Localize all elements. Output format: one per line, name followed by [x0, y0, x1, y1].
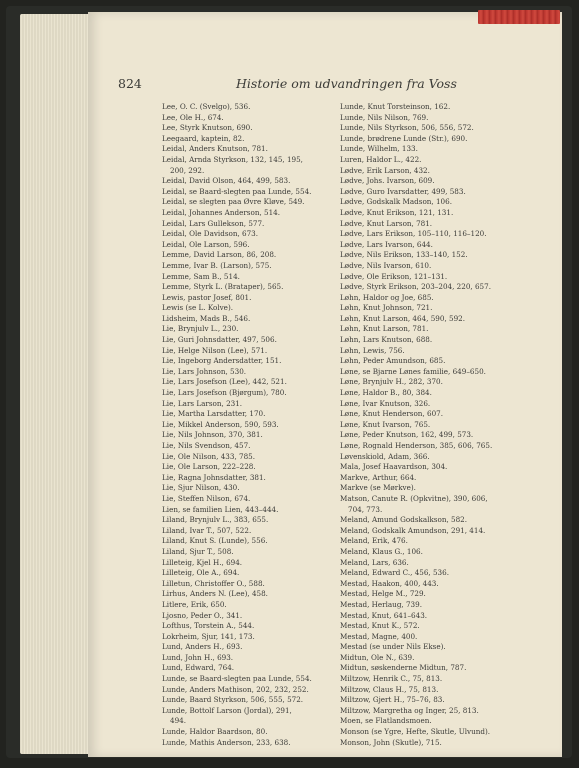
index-entry: Leidal, Ole Davidson, 673.: [162, 229, 259, 239]
index-entry: Mala, Josef Haavardson, 304.: [340, 462, 448, 472]
index-entry: Leidal, Ole Larson, 596.: [162, 239, 250, 249]
index-entry: Lunde, Nils Styrkson, 506, 556, 572.: [340, 123, 474, 133]
page-number: 824: [118, 76, 142, 91]
index-entry: Mestad, Magne, 400.: [340, 631, 418, 641]
index-entry: Meland, Lars, 636.: [340, 557, 409, 567]
index-entry: Lemme, David Larson, 86, 208.: [162, 250, 277, 260]
index-entry: Moen, se Flatlandsmoen.: [340, 716, 432, 726]
index-entry: Lilleteig, Ole A., 694.: [162, 568, 240, 578]
index-entry: Lie, Mikkel Anderson, 590, 593.: [162, 419, 279, 429]
index-entry: Leegaard, kaptein, 82.: [162, 133, 245, 143]
index-entry: Løne, Haldor B., 80, 384.: [340, 388, 432, 398]
index-entry: Leidal, se Baard-slegten paa Lunde, 554.: [162, 186, 312, 196]
index-entry: Litlere, Erik, 650.: [162, 599, 227, 609]
index-entry: Lewis, pastor Josef, 801.: [162, 292, 252, 302]
index-entry: Løhn, Lewis, 756.: [340, 345, 405, 355]
index-entry: Lunde, brødrene Lunde (Str.), 690.: [340, 133, 468, 143]
index-entry: Lødve, Nils Erikson, 133–140, 152.: [340, 250, 468, 260]
index-entry: Lødve, Lars Ivarson, 644.: [340, 239, 433, 249]
index-entry: Lunde, Mathis Anderson, 233, 638.: [162, 737, 291, 747]
index-entry: Liland, Brynjulv L., 383, 655.: [162, 515, 269, 525]
page-header: [118, 76, 538, 96]
index-entry: Lunde, Nils Nilson, 769.: [340, 112, 429, 122]
index-entry: Lunde, Bottolf Larson (Jordal), 291,: [162, 705, 292, 715]
index-entry: Lunde, Anders Mathison, 202, 232, 252.: [162, 684, 309, 694]
index-entry: Lie, Nils Johnson, 370, 381.: [162, 430, 263, 440]
index-entry: Lie, Steffen Nilson, 674.: [162, 493, 251, 503]
index-entry: Lie, Brynjulv L., 230.: [162, 324, 239, 334]
index-entry: Monson, John (Skutle), 715.: [340, 737, 442, 747]
index-entry: Lie, Nils Svendson, 457.: [162, 441, 251, 450]
index-entry: Meland, Amund Godskalkson, 582.: [340, 515, 468, 525]
index-entry: Leidal, Arnda Styrkson, 132, 145, 195,: [162, 154, 303, 164]
page-edges: [20, 14, 96, 754]
index-entry: Mestad (se under Nils Ekse).: [340, 642, 446, 652]
index-entry: Ljosno, Peder O., 341.: [162, 610, 243, 620]
index-entry: Miltzow, Gjert H., 75–76, 83.: [340, 695, 445, 705]
index-entry: Lund, John H., 693.: [162, 652, 234, 662]
index-entry: Lunde, Haldor Baardson, 80.: [162, 727, 268, 737]
index-entry: Leidal, Anders Knutson, 781.: [162, 144, 268, 154]
index-entry: Mestad, Haakon, 400, 443.: [340, 578, 439, 588]
index-entry: 494.: [170, 716, 187, 726]
index-entry: Løne, Knut Henderson, 607.: [340, 409, 444, 419]
index-entry: Lødve, Knut Larson, 781.: [340, 218, 433, 228]
index-entry: Mestad, Helge M., 729.: [340, 589, 426, 599]
index-entry: Lee, Styrk Knutson, 690.: [162, 123, 253, 133]
bookmark-ribbon: [478, 10, 560, 24]
index-entry: Lunde, Knut Torsteinson, 162.: [340, 102, 451, 111]
index-entry: Mestad, Knut, 641–643.: [340, 610, 428, 620]
index-entry: Markve, Arthur, 664.: [340, 472, 417, 482]
index-entry: Løhn, Haldor og Joe, 685.: [340, 292, 434, 302]
index-entry: Lie, Lars Josefson (Lee), 442, 521.: [162, 377, 287, 387]
index-entry: Lemme, Ivar B. (Larson), 575.: [162, 260, 272, 270]
index-entry: Løne, Knut Ivarson, 765.: [340, 419, 431, 429]
index-entry: Lemme, Styrk L. (Brataper), 565.: [162, 282, 284, 292]
index-entry: Løhn, Knut Johnson, 721.: [340, 303, 433, 313]
index-entry: Lødve, Ole Erikson, 121–131.: [340, 271, 448, 281]
index-entry: Lødve, Knut Erikson, 121, 131.: [340, 207, 454, 217]
index-column-left: [162, 102, 340, 748]
index-entry: 200, 292.: [170, 165, 205, 175]
index-entry: Meland, Godskalk Amundson, 291, 414.: [340, 525, 486, 535]
index-entry: Lee, Ole H., 674.: [162, 112, 224, 122]
index-entry: Lie, Lars Larson, 231.: [162, 398, 243, 408]
index-entry: Lunde, se Baard-slegten paa Lunde, 554.: [162, 674, 312, 684]
index-entry: Meland, Edward C., 456, 536.: [340, 568, 449, 578]
index-entry: Løne, Ivar Knutson, 326.: [340, 398, 431, 408]
index-entry: Liland, Sjur T., 508.: [162, 546, 234, 556]
index-column-right: [340, 102, 518, 748]
index-entry: Lie, Martha Larsdatter, 170.: [162, 409, 266, 419]
index-entry: Lie, Ole Larson, 222–228.: [162, 462, 256, 472]
index-entry: Lund, Edward, 764.: [162, 663, 235, 673]
index-entry: Leidal, Johannes Anderson, 514.: [162, 207, 281, 217]
index-entry: Lewis (se L. Kolve).: [162, 303, 234, 313]
running-title: Historie om udvandringen fra Voss: [236, 76, 457, 91]
index-entry: Leidal, David Olson, 464, 499, 583.: [162, 176, 291, 186]
index-entry: Lilletun, Christoffer O., 588.: [162, 578, 265, 588]
index-entry: Mestad, Knut K., 572.: [340, 621, 420, 631]
index-entry: Lemme, Sam B., 514.: [162, 271, 240, 281]
index-entry: Lilleteig, Kjel H., 694.: [162, 557, 243, 567]
index-entry: Matson, Canute R. (Opkvitne), 390, 606,: [340, 493, 488, 503]
index-entry: Løne, se Bjarne Lønes familie, 649–650.: [340, 366, 486, 376]
index-entry: Midtun, søskenderne Midtun, 787.: [340, 663, 467, 673]
index-entry: Lie, Sjur Nilson, 430.: [162, 483, 240, 493]
index-entry: Midtun, Ole N., 639.: [340, 652, 415, 662]
index-entry: Miltzow, Henrik C., 75, 813.: [340, 674, 443, 684]
index-entry: Løne, Brynjulv H., 282, 370.: [340, 377, 443, 387]
index-entry: Monson (se Ygre, Hefte, Skutle, Ulvund).: [340, 727, 491, 737]
index-entry: Lund, Anders H., 693.: [162, 642, 243, 652]
index-entry: Løhn, Knut Larson, 781.: [340, 324, 429, 334]
index-entry: Lidsheim, Mads B., 546.: [162, 313, 251, 323]
index-entry: Lødve, Guro Ivarsdatter, 499, 583.: [340, 186, 466, 196]
index-entry: Lien, se familien Lien, 443–444.: [162, 504, 279, 514]
index-entry: Løvenskiold, Adam, 366.: [340, 451, 430, 461]
index-entry: Lie, Helge Nilson (Lee), 571.: [162, 345, 268, 355]
index-entry: Lødve, Lars Erikson, 105–110, 116–120.: [340, 229, 487, 239]
index-entry: Løhn, Peder Amundson, 685.: [340, 356, 446, 366]
index-entry: Lie, Ole Nilson, 433, 785.: [162, 451, 256, 461]
index-entry: Liland, Ivar T., 507, 522.: [162, 525, 252, 535]
index-entry: Lie, Ingeborg Andersdatter, 151.: [162, 356, 282, 366]
index-entry: Luren, Haldor L., 422.: [340, 154, 422, 164]
index-entry: Lokrheim, Sjur, 141, 173.: [162, 631, 255, 641]
index-entry: Løhn, Lars Knutson, 688.: [340, 335, 433, 345]
index-entry: Lødve, Erik Larson, 432.: [340, 165, 430, 175]
index-entry: Løne, Rognald Henderson, 385, 606, 765.: [340, 441, 493, 450]
index-entry: Lunde, Wilhelm, 133.: [340, 144, 418, 154]
index-entry: Lie, Ragna Johnsdatter, 381.: [162, 472, 266, 482]
index-entry: Lunde, Baard Styrkson, 506, 555, 572.: [162, 695, 304, 705]
index-entry: Lie, Guri Johnsdatter, 497, 506.: [162, 335, 277, 345]
index-entry: Leidal, se slegten paa Øvre Kløve, 549.: [162, 197, 305, 207]
index-entry: Lie, Lars Josefson (Bjørgum), 780.: [162, 388, 287, 398]
index-entry: Meland, Erik, 476.: [340, 536, 408, 546]
index-entry: Mestad, Herlaug, 739.: [340, 599, 422, 609]
index-entry: Meland, Klaus G., 106.: [340, 546, 423, 556]
index-entry: Lirhus, Anders N. (Lee), 458.: [162, 589, 268, 599]
index-entry: Lødve, Godskalk Madson, 106.: [340, 197, 452, 207]
index-entry: Lødve, Nils Ivarson, 610.: [340, 260, 432, 270]
index-entry: Lee, O. C. (Svelgo), 536.: [162, 102, 251, 111]
index-entry: Lofthus, Torstein A., 544.: [162, 621, 255, 631]
index-entry: Liland, Knut S. (Lunde), 556.: [162, 536, 268, 546]
index-entry: Miltzow, Claus H., 75, 813.: [340, 684, 439, 694]
index-entry: Lødve, Johs. Ivarson, 609.: [340, 176, 435, 186]
index-entry: Løhn, Knut Larson, 464, 590, 592.: [340, 313, 466, 323]
index-entry: Løne, Peder Knutson, 162, 499, 573.: [340, 430, 474, 440]
index-entry: Leidal, Lars Gullekson, 577.: [162, 218, 265, 228]
index-entry: Markve (se Mørkve).: [340, 483, 416, 493]
index-entry: Lie, Lars Johnson, 530.: [162, 366, 247, 376]
index-entry: Miltzow, Margretha og Inger, 25, 813.: [340, 705, 479, 715]
index-entry: Lødve, Styrk Erikson, 203–204, 220, 657.: [340, 282, 491, 292]
index-entry: 704, 773.: [348, 504, 383, 514]
